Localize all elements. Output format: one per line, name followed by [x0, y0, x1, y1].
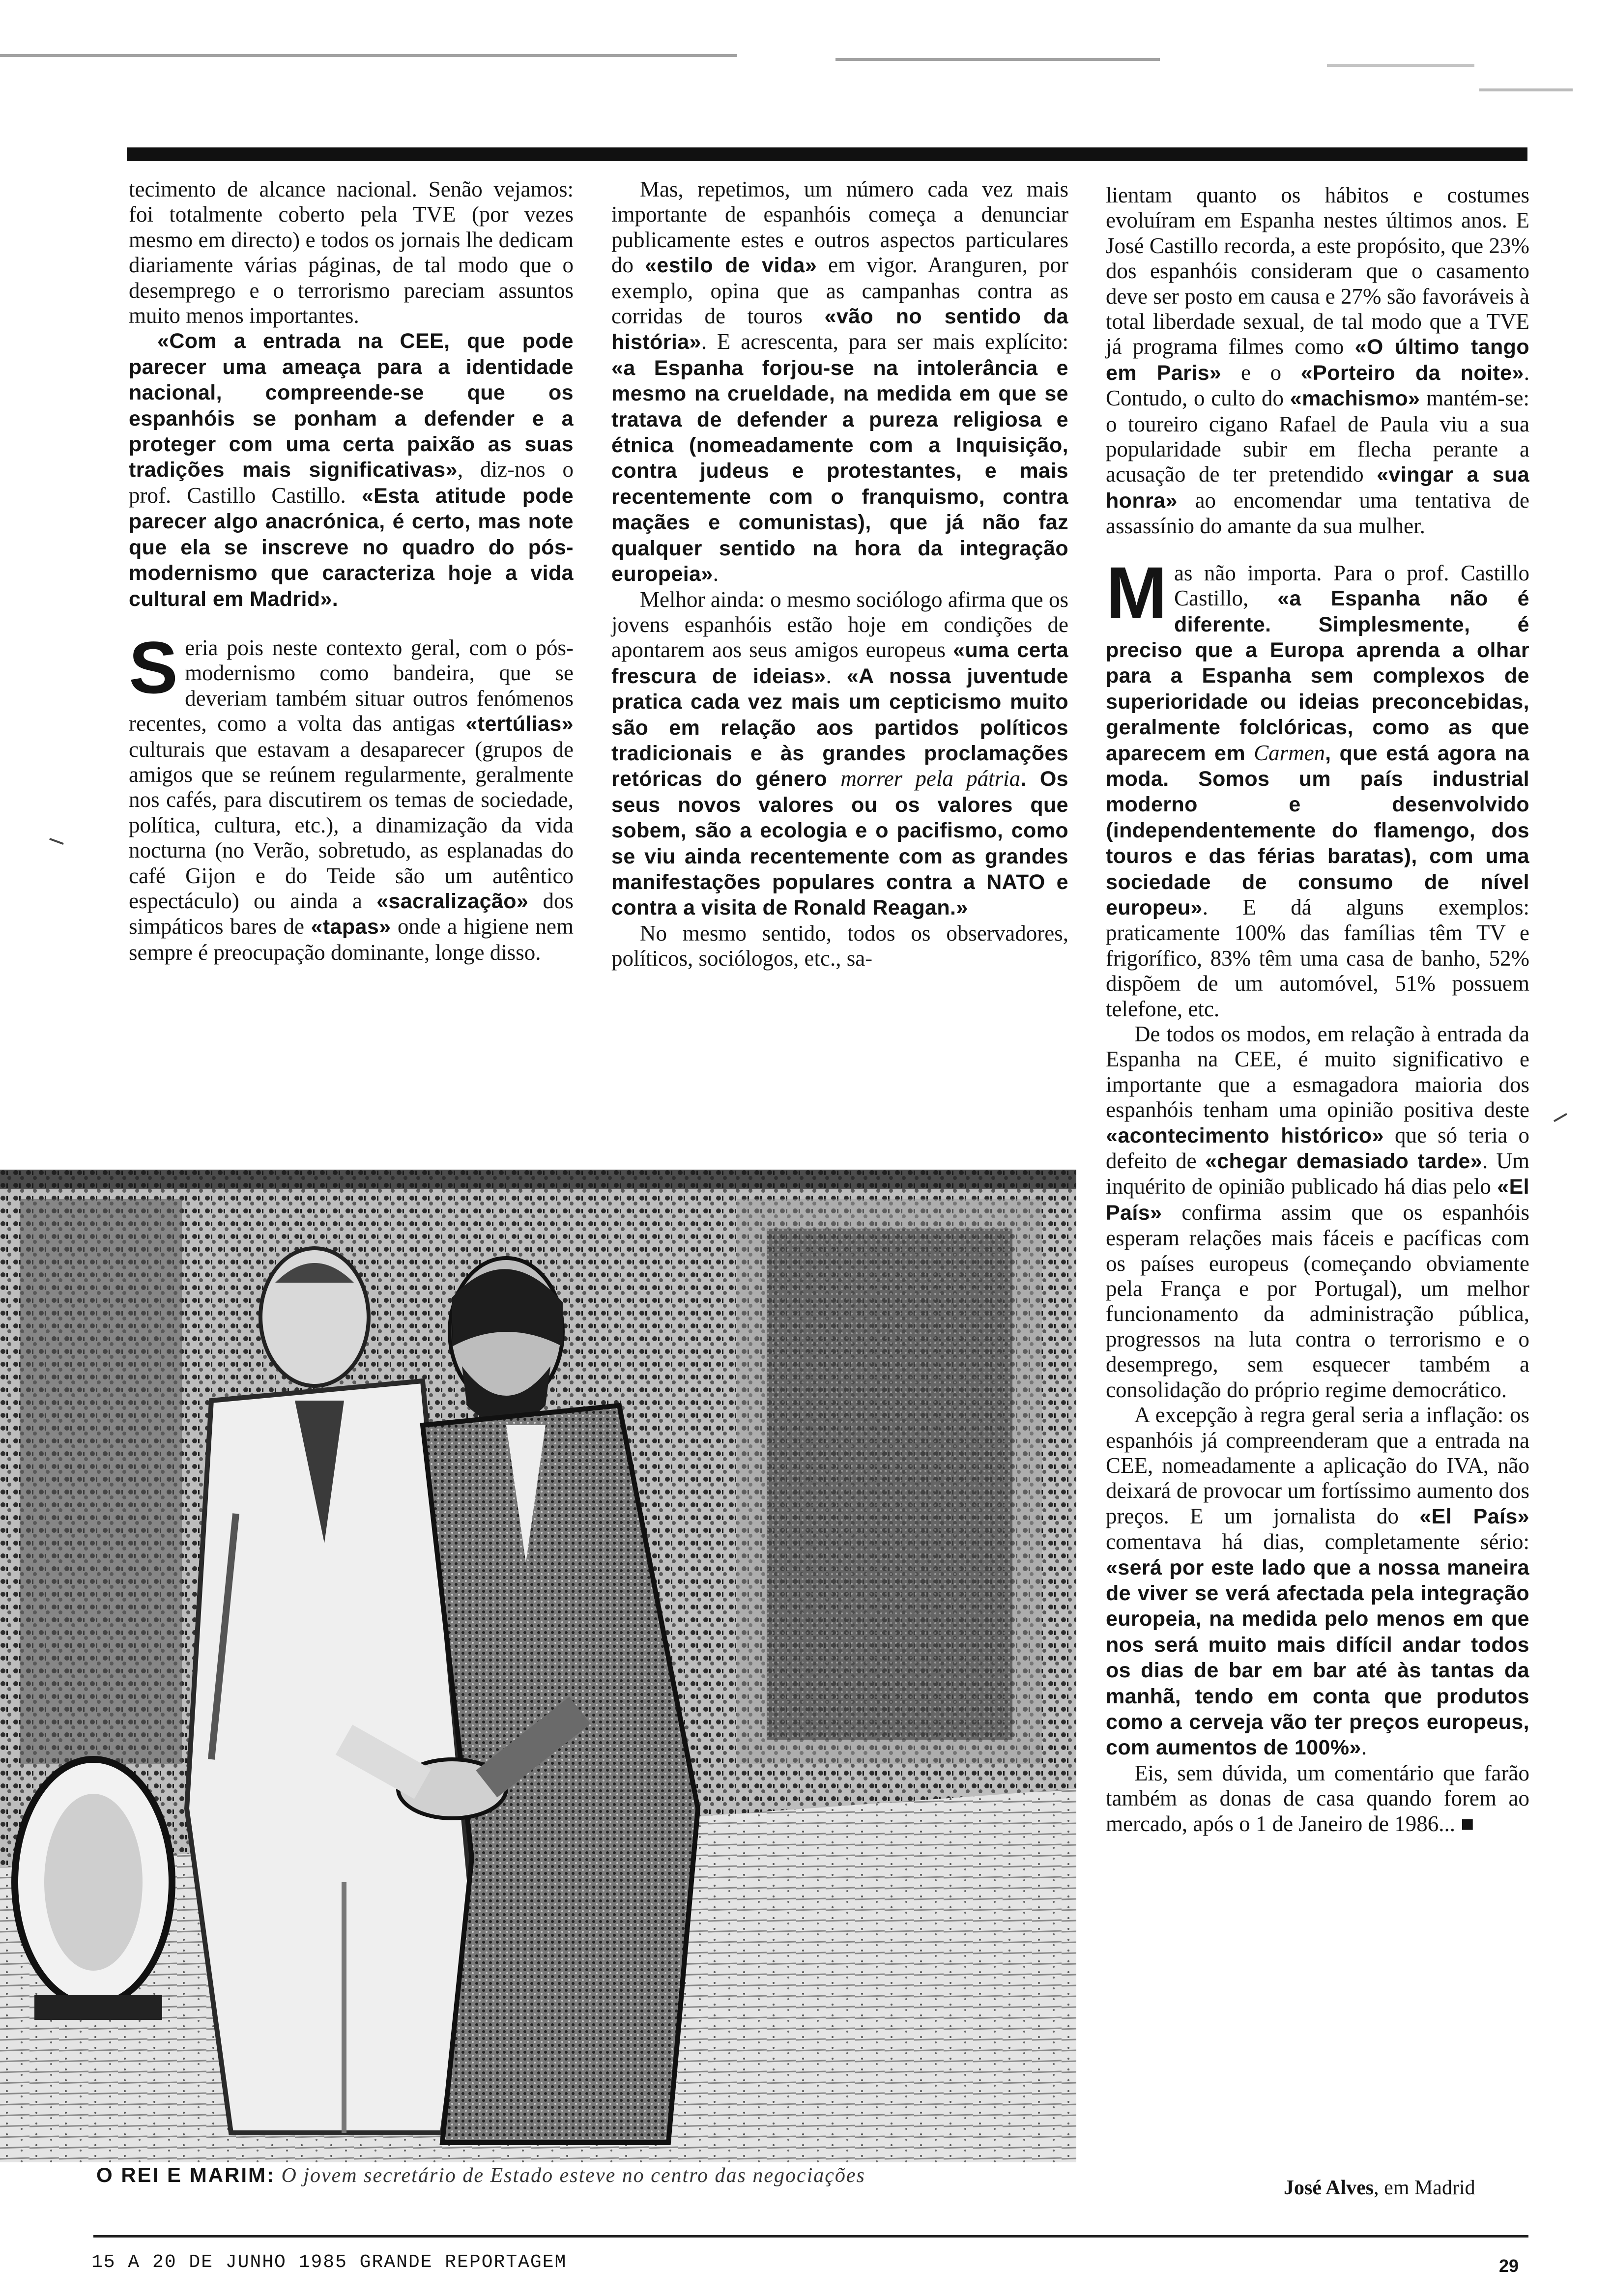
bold-quote: «A nossa juventude pratica cada vez mais um cepticismo muito são em relação aos partidos políticos tradicionais e às grandes proclamações retóricas do género [611, 664, 1068, 791]
drop-cap: M [1106, 551, 1167, 634]
bold-term: «machismo» [1290, 387, 1420, 411]
scan-artifact-line [0, 54, 737, 57]
article-column-3 [1106, 183, 1529, 1837]
handshake-photo [0, 1170, 1076, 2162]
text-run: comentava há dias, completamente sério: [1106, 1529, 1529, 1554]
bold-quote: «a Espanha forjou-se na intolerância e mesmo na crueldade, na medida em que se tratava de defender a pureza religiosa e étnica (nomeadamente com a Inquisição, contra judeus e protestantes, e mais recentemente com o franquismo, contra maçães e comunistas), que já não faz qualquer sentido na hora da integração europeia» [611, 356, 1068, 586]
paragraph [611, 177, 1068, 587]
bold-term: «vão no sentido da história» [611, 305, 1068, 354]
bold-term: «vingar a sua honra» [1106, 463, 1530, 513]
text-run: em vigor. Aranguren, por exemplo, opina que as campanhas contra as corridas de touros [611, 253, 1069, 329]
paragraph: No mesmo sentido, todos os observadores, políticos, sociólogos, etc., sa- [611, 920, 1068, 971]
scan-artifact-line [1479, 88, 1573, 91]
text-run: dos simpáticos bares de [129, 888, 574, 939]
bold-term: «estilo de vida» [645, 254, 817, 278]
text-run: lientam quanto os hábitos e costumes evoluíram em Espanha nestes últimos anos. E José Castillo recorda, a este propósito, que 23% dos espanhóis consideram que o casamento deve ser posto em causa e 27% são favoráveis à total liberdade sexual, de tal modo que a TVE já programa filmes como [1106, 183, 1529, 359]
bold-term: «tertúlias» [465, 712, 574, 736]
paragraph: tecimento de alcance nacional. Senão vejamos: foi totalmente coberto pela TVE (por vezes mesmo em directo) e todos os jornais lhe dedicam diariamente várias páginas, de tal modo que o desemprego e o terrorismo pareciam assuntos muito menos importantes. [129, 177, 574, 328]
scan-artifact-mark [49, 838, 64, 845]
author-location: , em Madrid [1374, 2177, 1475, 2199]
paragraph [611, 587, 1068, 921]
article-column-2 [611, 177, 1068, 972]
article-column-1 [129, 177, 574, 965]
text-run: as não importa. Para o prof. Castillo Castillo, [1174, 560, 1529, 611]
bold-term: «Porteiro da noite» [1300, 361, 1524, 385]
text-run: . Um inquérito de opinião publicado há dias pelo [1106, 1148, 1530, 1199]
quote-paragraph [129, 328, 574, 611]
italic-term: Carmen [1254, 740, 1325, 765]
text-run: ao encomendar uma tentativa de assassínio do amante da sua mulher. [1106, 488, 1529, 539]
text-run: e o [1221, 360, 1301, 385]
text-run: eria pois neste contexto geral, com o pós-modernismo como bandeira, que se deveriam também situar outros fenómenos recentes, como a volta das antigas [129, 635, 574, 736]
text-run: confirma assim que os espanhóis esperam relações mais fáceis e pacíficas com os países europeus (começando obviamente pela França e por Portugal), um melhor funcionamento da administração pública, progressos na luta contra o terrorismo e o desemprego, sem esquecer também a consolidação do próprio regime democrático. [1106, 1200, 1529, 1402]
scan-artifact-mark [1554, 1113, 1567, 1122]
text-run: . [1361, 1735, 1367, 1760]
text-run: De todos os modos, em relação à entrada da Espanha na CEE, é muito significativo e importante que a esmagadora maioria dos espanhóis tenham uma opinião positiva deste [1106, 1022, 1529, 1122]
text-run: mantém-se: o toureiro cigano Rafael de Paula viu a sua popularidade subir em flecha perante a acusação de ter pretendido [1106, 386, 1529, 487]
photo-caption [96, 2162, 1006, 2188]
bold-term: «El País» [1106, 1175, 1529, 1225]
text-run: . E dá alguns exemplos: praticamente 100% das famílias têm TV e frigorífico, 83% têm uma casa de banho, 52% dispõem de um automóvel, 51% possuem telefone, etc. [1106, 894, 1529, 1021]
attribution: , diz-nos o prof. Castillo Castillo. [129, 457, 574, 508]
caption-lead: O REI E MARIM: [96, 2163, 275, 2186]
paragraph [1106, 1403, 1529, 1761]
bold-term: «acontecimento histórico» [1106, 1123, 1384, 1148]
text-run: A excepção à regra geral seria a inflação: os espanhóis já compreenderam que a entrada na CEE, nomeadamente a aplicação do IVA, não deixará de provocar um fortíssimo aumento dos preços. E um jornalista do [1106, 1403, 1529, 1528]
text-run: Mas, repetimos, um número cada vez mais importante de espanhóis começa a denunciar publicamente estes e outros aspectos particulares do [611, 177, 1068, 278]
bold-quote: «Com a entrada na CEE, que pode parecer uma ameaça para a identidade nacional, compreende-se que os espanhóis se ponham a defender e a proteger com uma certa paixão as suas tradições mais significativas» [129, 329, 574, 482]
bold-term: «El País» [1419, 1504, 1529, 1528]
text-run: . Contudo, o culto do [1106, 360, 1529, 411]
italic-term: morrer pela pátria [840, 766, 1021, 791]
drop-cap: S [129, 626, 178, 709]
page-number: 29 [1499, 2256, 1519, 2276]
bold-quote: «será por este lado que a nossa maneira de viver se verá afectada pela integração europeia, na medida pelo menos em que nos será muito mais difícil andar todos os dias de bar em bar até às tantas da manhã, tendo em conta que produtos como a cerveja vão ter preços europeus, com aumentos de 100%» [1106, 1555, 1529, 1760]
bold-term: «uma certa frescura de ideias» [611, 638, 1069, 688]
text-run: . E acrescenta, para ser mais explícito: [701, 329, 1068, 354]
bottom-rule [93, 2235, 1528, 2238]
bold-quote: , que está agora na moda. Somos um país industrial moderno e desenvolvido (independentemente do flamengo, dos touros e das férias baratas), com uma sociedade de consumo de nível europeu» [1106, 741, 1529, 919]
paragraph [1106, 183, 1529, 539]
caption-text: O jovem secretário de Estado esteve no centro das negociações [275, 2164, 865, 2187]
bold-term: «chegar demasiado tarde» [1205, 1149, 1483, 1174]
paragraph: Eis, sem dúvida, um comentário que farão também as donas de casa quando forem ao mercado, após o 1 de Janeiro de 1986... ■ [1106, 1760, 1529, 1836]
paragraph [129, 626, 574, 965]
paragraph [1106, 551, 1529, 1022]
bold-quote: «Esta atitude pode parecer algo anacrónica, é certo, mas note que ela se inscreve no quadro do pós-modernismo que caracteriza hoje a vida cultural em Madrid». [129, 484, 574, 611]
scan-artifact-line [835, 58, 1160, 61]
bold-term: «O último tango em Paris» [1106, 335, 1529, 385]
text-run: . [713, 561, 719, 586]
text-run: Melhor ainda: o mesmo sociólogo afirma que os jovens espanhóis estão hoje em condições de apontarem aos seus amigos europeus [611, 587, 1068, 662]
text-run: que só teria o defeito de [1106, 1122, 1529, 1174]
top-rule [127, 147, 1527, 161]
text-run: culturais que estavam a desaparecer (grupos de amigos que se reúnem regularmente, geralmente nos cafés, para discutirem os temas de sociedade, política, cultura, etc.), a dinamização da vida nocturna (no Verão, sobretudo, as esplanadas do café Gijon e do Teide são um autêntico espectáculo) ou ainda a [129, 737, 574, 913]
bold-quote: . Os seus novos valores ou os valores que sobem, são a ecologia e o pacifismo, como se viu ainda recentemente com as grandes manifestações populares contra a NATO e contra a visita de Ronald Reagan.» [611, 767, 1068, 920]
footer-issue-line: 15 A 20 DE JUNHO 1985 GRANDE REPORTAGEM [91, 2252, 567, 2273]
author-signature [1284, 2176, 1475, 2200]
text-run: . [826, 663, 847, 688]
bold-term: «tapas» [311, 915, 391, 939]
scan-artifact-line [1327, 64, 1474, 67]
author-name: José Alves [1284, 2177, 1374, 2199]
text-run: onde a higiene nem sempre é preocupação dominante, longe disso. [129, 914, 574, 965]
bold-term: «sacralização» [376, 889, 529, 913]
bold-quote: «a Espanha não é diferente. Simplesmente, é preciso que a Europa aprenda a olhar para a Espanha sem complexos de superioridade ou ideias preconcebidas, geralmente folclóricas, como as que aparecem em [1106, 587, 1529, 765]
paragraph [1106, 1022, 1529, 1403]
